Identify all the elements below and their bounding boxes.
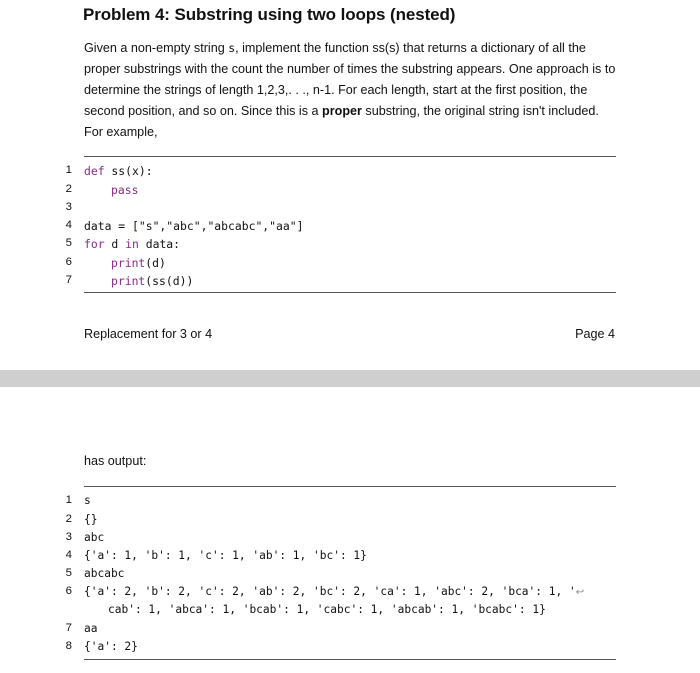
code-line-number: 1 — [65, 164, 72, 176]
output-top-rule — [84, 486, 616, 487]
output-line-2: {} — [84, 513, 98, 526]
keyword-print: print — [111, 274, 146, 288]
code-line-6 — [111, 256, 166, 270]
output-line-6-text: {'a': 2, 'b': 2, 'c': 2, 'ab': 2, 'bc': 2, 'ca': 1, 'abc': 2, 'bca': 1, ' — [84, 585, 576, 598]
output-line-3: abc — [84, 531, 105, 544]
desc-part-2: , implement the function ss(s) that returns a dictionary of all the proper substrings with the count the number of times the substring appears. One approach is to determine the strings of length 1,2,3,. . ., n-1. For each length, start at the first position, the second position, and so on. Since this is a — [84, 41, 616, 118]
page-number: Page 4 — [575, 327, 615, 341]
code-line-number: 5 — [65, 237, 72, 249]
output-line-number: 3 — [65, 531, 72, 543]
keyword-def: def — [84, 164, 105, 178]
output-heading: has output: — [84, 454, 147, 468]
keyword-print: print — [111, 256, 146, 270]
code-line-number: 3 — [65, 201, 72, 213]
keyword-in: in — [125, 237, 139, 251]
output-line-1: s — [84, 494, 91, 507]
output-line-number: 1 — [65, 494, 72, 506]
code-line-5 — [84, 237, 180, 251]
code-bottom-rule — [84, 292, 616, 293]
output-line-8: {'a': 2} — [84, 640, 138, 653]
output-line-number: 8 — [65, 640, 72, 652]
code-line-number: 6 — [65, 256, 72, 268]
output-line-5: abcabc — [84, 567, 125, 580]
page-break-divider — [0, 370, 700, 387]
output-line-number: 4 — [65, 549, 72, 561]
output-line-number: 5 — [65, 567, 72, 579]
output-line-6 — [84, 585, 584, 598]
desc-bold-proper: proper — [322, 104, 362, 118]
code-line-1 — [84, 164, 153, 178]
output-line-7: aa — [84, 622, 98, 635]
code-line-4: data = ["s","abc","abcabc","aa"] — [84, 219, 304, 233]
code-text: (ss(d)) — [145, 274, 194, 288]
output-line-6-continuation: cab': 1, 'abca': 1, 'bcab': 1, 'cabc': 1, 'abcab': 1, 'bcabc': 1} — [108, 603, 546, 616]
problem-title: Problem 4: Substring using two loops (nested) — [83, 5, 456, 24]
footer-caption: Replacement for 3 or 4 — [84, 327, 213, 341]
problem-description — [84, 38, 620, 143]
output-line-number: 6 — [65, 585, 72, 597]
desc-var-s: s — [228, 41, 236, 55]
code-line-7 — [111, 274, 193, 288]
code-text: d — [104, 237, 126, 251]
code-line-2 — [111, 183, 138, 197]
output-bottom-rule — [84, 659, 616, 660]
code-text: ss(x): — [104, 164, 153, 178]
line-wrap-icon: ↩ — [575, 587, 585, 598]
output-line-number: 7 — [65, 622, 72, 634]
code-line-number: 4 — [65, 219, 72, 231]
desc-part-3: substring, the original string isn't included. For example, — [84, 104, 599, 139]
code-text: data: — [138, 237, 181, 251]
output-line-4: {'a': 1, 'b': 1, 'c': 1, 'ab': 1, 'bc': 1} — [84, 549, 367, 562]
output-line-number: 2 — [65, 513, 72, 525]
code-text: (d) — [145, 256, 166, 270]
code-line-number: 7 — [65, 274, 72, 286]
keyword-for: for — [84, 237, 105, 251]
code-line-number: 2 — [65, 183, 72, 195]
desc-part-1: Given a non-empty string — [84, 41, 225, 55]
code-top-rule — [84, 156, 616, 157]
keyword-pass: pass — [111, 183, 139, 197]
